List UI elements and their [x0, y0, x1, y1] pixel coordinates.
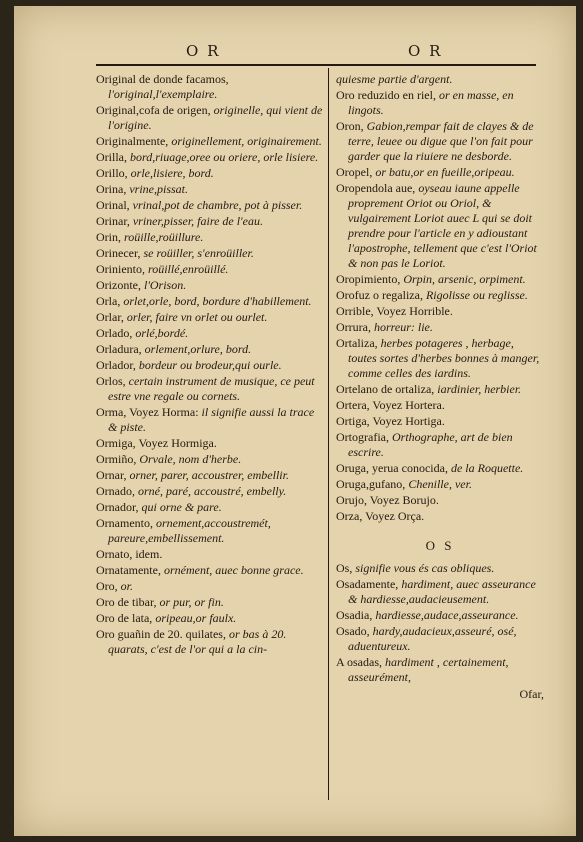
dictionary-entry — [96, 547, 324, 562]
entry-translation: certain instrument de musique, ce peut estre vne regale ou cornets. — [108, 374, 315, 403]
dictionary-entry — [336, 320, 544, 335]
entry-translation: Chenille, ver. — [405, 477, 472, 491]
entry-headword: Oriniento, — [96, 262, 145, 276]
dictionary-entry — [96, 405, 324, 435]
entry-headword: Oropendola aue, — [336, 181, 416, 195]
entry-translation: roüille,roüillure. — [121, 230, 204, 244]
entry-headword: Orrura, — [336, 320, 371, 334]
dictionary-entry — [96, 611, 324, 626]
dictionary-entry — [96, 262, 324, 277]
dictionary-entry — [336, 624, 544, 654]
right-column — [336, 72, 544, 702]
entry-translation: Rigolisse ou reglisse. — [422, 288, 528, 302]
entry-translation: Orvale, nom d'herbe. — [136, 452, 242, 466]
dictionary-entry — [96, 246, 324, 261]
entry-headword: Oro, — [96, 579, 118, 593]
entry-headword: Orina, — [96, 182, 127, 196]
entry-headword: Ortografia, — [336, 430, 389, 444]
entry-translation: orné, paré, accoustré, embelly. — [135, 484, 287, 498]
dictionary-entry — [96, 563, 324, 578]
entry-headword: Orma, Voyez Horma: — [96, 405, 199, 419]
entry-headword: Oropimiento, — [336, 272, 401, 286]
dictionary-entry — [336, 608, 544, 623]
entry-translation: or. — [117, 579, 134, 593]
entry-headword: Ornamento, — [96, 516, 153, 530]
left-column — [96, 72, 324, 658]
dictionary-entry — [96, 374, 324, 404]
entry-headword: Ortera, Voyez Hortera. — [336, 398, 445, 412]
entry-translation: hardiment, auec asseurance & hardiesse,audacieusement. — [348, 577, 536, 606]
entry-headword: Oro de lata, — [96, 611, 153, 625]
dictionary-entry — [96, 500, 324, 515]
entry-headword: Orlado, — [96, 326, 133, 340]
entry-headword: Orlos, — [96, 374, 126, 388]
entry-translation: orlet,orle, bord, bordure d'habillement. — [120, 294, 312, 308]
dictionary-entry — [96, 72, 324, 102]
entry-translation: orle,lisiere, bord. — [127, 166, 214, 180]
header-right: O R — [408, 42, 443, 60]
entry-translation: vrine,pissat. — [126, 182, 188, 196]
entry-headword: Orilla, — [96, 150, 127, 164]
dictionary-entry — [336, 461, 544, 476]
entry-headword: Orza, Voyez Orça. — [336, 509, 425, 523]
entry-translation: herbes potageres , herbage, toutes sortes d'herbes bonnes à manger, comme celles des iardins. — [348, 336, 540, 380]
dictionary-entry — [336, 119, 544, 164]
entry-translation: originelle, qui vient de l'origine. — [108, 103, 323, 132]
entry-headword: Os, — [336, 561, 353, 575]
dictionary-entry — [96, 484, 324, 499]
entry-headword: Orinar, — [96, 214, 130, 228]
catchword: Ofar, — [519, 687, 544, 701]
entry-headword: Osado, — [336, 624, 370, 638]
dictionary-entry — [336, 336, 544, 381]
dictionary-entry — [96, 595, 324, 610]
entry-headword: Oro guañin de 20. quilates, — [96, 627, 226, 641]
dictionary-entry — [96, 214, 324, 229]
dictionary-entry — [336, 288, 544, 303]
entry-headword: Orlador, — [96, 358, 136, 372]
dictionary-entry — [96, 452, 324, 467]
entry-headword: Ormiga, Voyez Hormiga. — [96, 436, 217, 450]
section-entries — [336, 561, 544, 685]
header-rule — [96, 64, 536, 66]
dictionary-entry — [336, 414, 544, 429]
dictionary-entry — [336, 577, 544, 607]
entry-headword: Ornado, — [96, 484, 135, 498]
entry-headword: Ortaliza, — [336, 336, 378, 350]
dictionary-entry — [336, 181, 544, 271]
entry-headword: Orinecer, — [96, 246, 141, 260]
entry-translation: l'Orison. — [140, 278, 187, 292]
entry-headword: Original,cofa de origen, — [96, 103, 211, 117]
entry-headword: Original de donde facamos, — [96, 72, 229, 86]
entry-headword: Ornador, — [96, 500, 139, 514]
entry-headword: Orin, — [96, 230, 121, 244]
dictionary-entry — [96, 294, 324, 309]
entry-headword: A osadas, — [336, 655, 382, 669]
entry-translation: Orpin, arsenic, orpiment. — [400, 272, 526, 286]
entry-headword: Oropel, — [336, 165, 373, 179]
dictionary-entry — [336, 398, 544, 413]
dictionary-entry — [96, 166, 324, 181]
dictionary-entry — [96, 358, 324, 373]
dictionary-entry — [336, 493, 544, 508]
entry-headword: Orladura, — [96, 342, 142, 356]
dictionary-entry — [96, 342, 324, 357]
entry-headword: Orofuz o regaliza, — [336, 288, 423, 302]
entry-headword: Orlar, — [96, 310, 124, 324]
entry-headword: Ormiño, — [96, 452, 137, 466]
entry-headword: Ortiga, Voyez Hortiga. — [336, 414, 445, 428]
dictionary-entry — [96, 198, 324, 213]
entry-headword: Oron, — [336, 119, 364, 133]
entry-headword: Oro de tibar, — [96, 595, 157, 609]
entry-translation: or pur, or fin. — [156, 595, 224, 609]
entry-translation: quiesme partie d'argent. — [336, 72, 453, 86]
dictionary-entry — [96, 436, 324, 451]
entry-headword: Orujo, Voyez Borujo. — [336, 493, 439, 507]
entry-translation: or en masse, en lingots. — [348, 88, 514, 117]
entry-headword: Oruga,gufano, — [336, 477, 406, 491]
entry-translation: il signifie aussi la trace & piste. — [108, 405, 315, 434]
dictionary-entry — [336, 304, 544, 319]
dictionary-entry — [96, 310, 324, 325]
entry-headword: Osadia, — [336, 608, 373, 622]
entry-translation: se roüiller, s'enroüiller. — [140, 246, 254, 260]
entry-translation: orlé,bordé. — [132, 326, 189, 340]
entry-translation: ornement,accoustremét, pareure,embellissement. — [108, 516, 271, 545]
right-entries — [336, 72, 544, 524]
dictionary-entry — [336, 382, 544, 397]
dictionary-entry — [336, 655, 544, 685]
entry-translation: vriner,pisser, faire de l'eau. — [129, 214, 263, 228]
dictionary-page — [14, 6, 576, 836]
dictionary-entry — [336, 88, 544, 118]
header-left: O R — [186, 42, 221, 60]
entry-translation: originellement, originairement. — [168, 134, 322, 148]
entry-headword: Ornar, — [96, 468, 127, 482]
running-header — [96, 40, 536, 66]
entry-translation: hardy,audacieux,asseuré, osé, aduentureux. — [348, 624, 517, 653]
entry-translation: bord,riuage,oree ou oriere, orle lisiere. — [127, 150, 319, 164]
entry-headword: Orillo, — [96, 166, 128, 180]
entry-translation: oyseau iaune appelle proprement Oriot ou Oriol, & vulgairement Loriot auec L qui se doit prendre pour l'article en y adioustant l'apostrophe, tellement que c'est l'Oriot & non pas le Loriot. — [348, 181, 537, 270]
entry-headword: Orizonte, — [96, 278, 141, 292]
dictionary-entry — [96, 326, 324, 341]
dictionary-entry — [336, 509, 544, 524]
entry-translation: bordeur ou brodeur,qui ourle. — [135, 358, 282, 372]
dictionary-entry — [336, 165, 544, 180]
entry-translation: iardinier, herbier. — [434, 382, 522, 396]
dictionary-entry — [336, 561, 544, 576]
entry-headword: Ornato, idem. — [96, 547, 163, 561]
dictionary-entry — [336, 430, 544, 460]
entry-translation: vrinal,pot de chambre, pot à pisser. — [129, 198, 303, 212]
dictionary-entry — [96, 182, 324, 197]
entry-headword: Orinal, — [96, 198, 130, 212]
entry-translation: hardiment , certainement, asseurément, — [348, 655, 509, 684]
dictionary-entry — [96, 627, 324, 657]
entry-translation: Gabion,rempar fait de clayes & de terre, leuee ou digue que l'on fait pour garder que la riuiere ne desborde. — [348, 119, 534, 163]
entry-translation: hardiesse,audace,asseurance. — [372, 608, 519, 622]
entry-translation: signifie vous és cas obliques. — [352, 561, 495, 575]
entry-translation: roüillé,enroüillé. — [145, 262, 229, 276]
entry-translation: orner, parer, accoustrer, embellir. — [126, 468, 289, 482]
dictionary-entry — [96, 579, 324, 594]
entry-translation: l'original,l'exemplaire. — [108, 87, 218, 101]
entry-headword: Orrible, Voyez Horrible. — [336, 304, 453, 318]
entry-translation: oripeau,or faulx. — [152, 611, 237, 625]
entry-translation: orlement,orlure, bord. — [141, 342, 252, 356]
dictionary-entry — [336, 72, 544, 87]
dictionary-entry — [96, 150, 324, 165]
entry-headword: Orla, — [96, 294, 121, 308]
entry-translation: or batu,or en fueille,oripeau. — [372, 165, 515, 179]
entry-translation: de la Roquette. — [447, 461, 524, 475]
entry-headword: Oruga, yerua conocida, — [336, 461, 448, 475]
entry-translation: Orthographe, art de bien escrire. — [348, 430, 513, 459]
dictionary-entry — [96, 230, 324, 245]
entry-translation: ornément, auec bonne grace. — [160, 563, 304, 577]
dictionary-entry — [96, 468, 324, 483]
dictionary-entry — [96, 278, 324, 293]
entry-headword: Originalmente, — [96, 134, 169, 148]
entry-headword: Ornatamente, — [96, 563, 161, 577]
dictionary-entry — [336, 477, 544, 492]
dictionary-entry — [336, 272, 544, 287]
entry-translation: orler, faire vn orlet ou ourlet. — [123, 310, 268, 324]
entry-headword: Osadamente, — [336, 577, 399, 591]
entry-headword: Ortelano de ortaliza, — [336, 382, 435, 396]
entry-translation: horreur: lie. — [370, 320, 433, 334]
entry-headword: Oro reduzido en riel, — [336, 88, 436, 102]
entry-translation: qui orne & pare. — [138, 500, 222, 514]
column-divider — [328, 68, 329, 800]
section-title: O S — [425, 538, 455, 553]
dictionary-entry — [96, 134, 324, 149]
dictionary-entry — [96, 516, 324, 546]
entry-translation: or bas à 20. quarats, c'est de l'or qui a la cin- — [108, 627, 287, 656]
dictionary-entry — [96, 103, 324, 133]
